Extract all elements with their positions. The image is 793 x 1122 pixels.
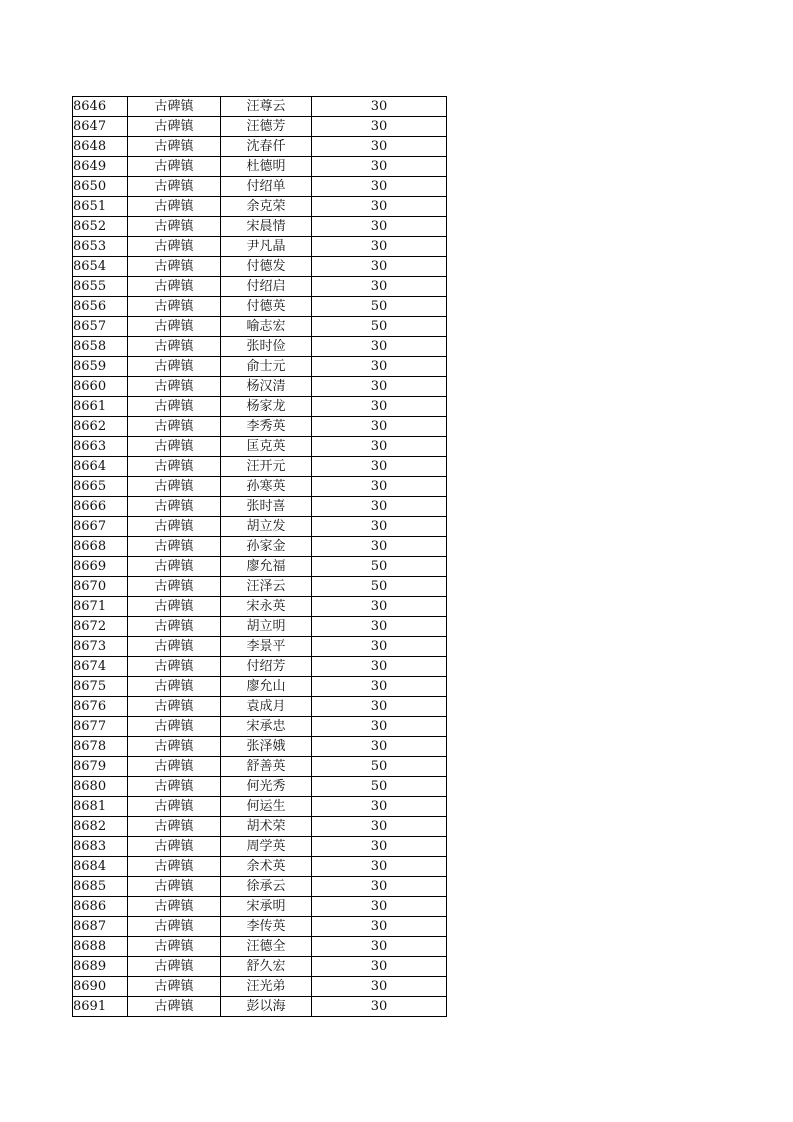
town-cell: 古碑镇 (128, 637, 221, 657)
row-number-cell: 8651 (73, 197, 128, 217)
table-row (73, 957, 447, 977)
town-cell: 古碑镇 (128, 417, 221, 437)
table-row (73, 177, 447, 197)
town-cell: 古碑镇 (128, 397, 221, 417)
town-cell: 古碑镇 (128, 217, 221, 237)
table-row (73, 477, 447, 497)
row-number-cell: 8672 (73, 617, 128, 637)
table-row (73, 197, 447, 217)
name-cell: 宋晨情 (221, 217, 312, 237)
amount-cell: 30 (312, 217, 447, 237)
name-cell: 汪德全 (221, 937, 312, 957)
table-row (73, 357, 447, 377)
row-number-cell: 8680 (73, 777, 128, 797)
row-number-cell: 8670 (73, 577, 128, 597)
name-cell: 何运生 (221, 797, 312, 817)
table-row (73, 397, 447, 417)
table-row (73, 997, 447, 1017)
table-row (73, 797, 447, 817)
row-number-cell: 8667 (73, 517, 128, 537)
town-cell: 古碑镇 (128, 317, 221, 337)
name-cell: 张泽娥 (221, 737, 312, 757)
name-cell: 舒久宏 (221, 957, 312, 977)
amount-cell: 30 (312, 197, 447, 217)
amount-cell: 30 (312, 817, 447, 837)
amount-cell: 50 (312, 757, 447, 777)
name-cell: 廖允福 (221, 557, 312, 577)
amount-cell: 30 (312, 837, 447, 857)
amount-cell: 30 (312, 797, 447, 817)
amount-cell: 30 (312, 897, 447, 917)
row-number-cell: 8655 (73, 277, 128, 297)
town-cell: 古碑镇 (128, 917, 221, 937)
table-row (73, 857, 447, 877)
amount-cell: 30 (312, 697, 447, 717)
town-cell: 古碑镇 (128, 177, 221, 197)
name-cell: 余术英 (221, 857, 312, 877)
name-cell: 张时俭 (221, 337, 312, 357)
amount-cell: 30 (312, 97, 447, 117)
name-cell: 胡立明 (221, 617, 312, 637)
town-cell: 古碑镇 (128, 597, 221, 617)
town-cell: 古碑镇 (128, 717, 221, 737)
amount-cell: 30 (312, 617, 447, 637)
name-cell: 孙寒英 (221, 477, 312, 497)
amount-cell: 30 (312, 517, 447, 537)
table-row (73, 377, 447, 397)
amount-cell: 30 (312, 997, 447, 1017)
name-cell: 胡术荣 (221, 817, 312, 837)
row-number-cell: 8684 (73, 857, 128, 877)
row-number-cell: 8656 (73, 297, 128, 317)
name-cell: 俞士元 (221, 357, 312, 377)
row-number-cell: 8663 (73, 437, 128, 457)
name-cell: 沈春仟 (221, 137, 312, 157)
table-row (73, 317, 447, 337)
row-number-cell: 8662 (73, 417, 128, 437)
table-row (73, 837, 447, 857)
name-cell: 汪泽云 (221, 577, 312, 597)
town-cell: 古碑镇 (128, 837, 221, 857)
amount-cell: 30 (312, 237, 447, 257)
town-cell: 古碑镇 (128, 517, 221, 537)
name-cell: 何光秀 (221, 777, 312, 797)
table-row (73, 557, 447, 577)
row-number-cell: 8678 (73, 737, 128, 757)
name-cell: 宋承忠 (221, 717, 312, 737)
row-number-cell: 8683 (73, 837, 128, 857)
amount-cell: 30 (312, 717, 447, 737)
name-cell: 付德英 (221, 297, 312, 317)
name-cell: 匡克英 (221, 437, 312, 457)
table-row (73, 817, 447, 837)
amount-cell: 30 (312, 337, 447, 357)
table-row (73, 717, 447, 737)
town-cell: 古碑镇 (128, 237, 221, 257)
amount-cell: 30 (312, 257, 447, 277)
table-row (73, 97, 447, 117)
amount-cell: 30 (312, 177, 447, 197)
row-number-cell: 8653 (73, 237, 128, 257)
row-number-cell: 8650 (73, 177, 128, 197)
row-number-cell: 8668 (73, 537, 128, 557)
row-number-cell: 8682 (73, 817, 128, 837)
row-number-cell: 8660 (73, 377, 128, 397)
amount-cell: 30 (312, 877, 447, 897)
table-row (73, 917, 447, 937)
town-cell: 古碑镇 (128, 157, 221, 177)
name-cell: 付德发 (221, 257, 312, 277)
amount-cell: 30 (312, 857, 447, 877)
row-number-cell: 8666 (73, 497, 128, 517)
town-cell: 古碑镇 (128, 737, 221, 757)
amount-cell: 50 (312, 777, 447, 797)
amount-cell: 30 (312, 937, 447, 957)
table-row (73, 677, 447, 697)
name-cell: 尹凡晶 (221, 237, 312, 257)
table-row (73, 877, 447, 897)
name-cell: 孙家金 (221, 537, 312, 557)
row-number-cell: 8677 (73, 717, 128, 737)
name-cell: 李传英 (221, 917, 312, 937)
name-cell: 宋永英 (221, 597, 312, 617)
town-cell: 古碑镇 (128, 817, 221, 837)
town-cell: 古碑镇 (128, 197, 221, 217)
amount-cell: 30 (312, 357, 447, 377)
town-cell: 古碑镇 (128, 357, 221, 377)
table-row (73, 757, 447, 777)
town-cell: 古碑镇 (128, 117, 221, 137)
name-cell: 汪光弟 (221, 977, 312, 997)
table-row (73, 617, 447, 637)
town-cell: 古碑镇 (128, 297, 221, 317)
name-cell: 彭以海 (221, 997, 312, 1017)
name-cell: 徐承云 (221, 877, 312, 897)
amount-cell: 30 (312, 957, 447, 977)
row-number-cell: 8669 (73, 557, 128, 577)
table-row (73, 497, 447, 517)
town-cell: 古碑镇 (128, 617, 221, 637)
table-row (73, 777, 447, 797)
name-cell: 付绍启 (221, 277, 312, 297)
name-cell: 舒善英 (221, 757, 312, 777)
town-cell: 古碑镇 (128, 877, 221, 897)
name-cell: 杨汉清 (221, 377, 312, 397)
town-cell: 古碑镇 (128, 377, 221, 397)
row-number-cell: 8654 (73, 257, 128, 277)
amount-cell: 30 (312, 437, 447, 457)
row-number-cell: 8689 (73, 957, 128, 977)
name-cell: 胡立发 (221, 517, 312, 537)
row-number-cell: 8685 (73, 877, 128, 897)
amount-cell: 30 (312, 637, 447, 657)
row-number-cell: 8691 (73, 997, 128, 1017)
town-cell: 古碑镇 (128, 977, 221, 997)
amount-cell: 30 (312, 397, 447, 417)
table-row (73, 337, 447, 357)
name-cell: 杨家龙 (221, 397, 312, 417)
name-cell: 汪德芳 (221, 117, 312, 137)
town-cell: 古碑镇 (128, 757, 221, 777)
row-number-cell: 8646 (73, 97, 128, 117)
amount-cell: 30 (312, 277, 447, 297)
town-cell: 古碑镇 (128, 897, 221, 917)
town-cell: 古碑镇 (128, 277, 221, 297)
name-cell: 付绍芳 (221, 657, 312, 677)
table-row (73, 737, 447, 757)
row-number-cell: 8690 (73, 977, 128, 997)
town-cell: 古碑镇 (128, 677, 221, 697)
row-number-cell: 8686 (73, 897, 128, 917)
name-cell: 汪开元 (221, 457, 312, 477)
town-cell: 古碑镇 (128, 577, 221, 597)
row-number-cell: 8676 (73, 697, 128, 717)
town-cell: 古碑镇 (128, 557, 221, 577)
table-row (73, 457, 447, 477)
name-cell: 李景平 (221, 637, 312, 657)
amount-cell: 30 (312, 737, 447, 757)
row-number-cell: 8679 (73, 757, 128, 777)
table-row (73, 437, 447, 457)
row-number-cell: 8674 (73, 657, 128, 677)
town-cell: 古碑镇 (128, 957, 221, 977)
name-cell: 杜德明 (221, 157, 312, 177)
row-number-cell: 8659 (73, 357, 128, 377)
name-cell: 廖允山 (221, 677, 312, 697)
table-row (73, 157, 447, 177)
name-cell: 汪尊云 (221, 97, 312, 117)
amount-cell: 30 (312, 417, 447, 437)
table-row (73, 277, 447, 297)
row-number-cell: 8673 (73, 637, 128, 657)
row-number-cell: 8664 (73, 457, 128, 477)
amount-cell: 30 (312, 377, 447, 397)
town-cell: 古碑镇 (128, 477, 221, 497)
town-cell: 古碑镇 (128, 437, 221, 457)
row-number-cell: 8652 (73, 217, 128, 237)
row-number-cell: 8687 (73, 917, 128, 937)
row-number-cell: 8675 (73, 677, 128, 697)
town-cell: 古碑镇 (128, 797, 221, 817)
row-number-cell: 8671 (73, 597, 128, 617)
table-row (73, 417, 447, 437)
town-cell: 古碑镇 (128, 97, 221, 117)
amount-cell: 30 (312, 677, 447, 697)
table-row (73, 237, 447, 257)
name-cell: 喻志宏 (221, 317, 312, 337)
town-cell: 古碑镇 (128, 857, 221, 877)
table-row (73, 637, 447, 657)
table-row (73, 537, 447, 557)
amount-cell: 30 (312, 537, 447, 557)
table-row (73, 137, 447, 157)
name-cell: 宋承明 (221, 897, 312, 917)
amount-cell: 30 (312, 117, 447, 137)
amount-cell: 30 (312, 477, 447, 497)
row-number-cell: 8657 (73, 317, 128, 337)
table-row (73, 657, 447, 677)
name-cell: 张时喜 (221, 497, 312, 517)
town-cell: 古碑镇 (128, 657, 221, 677)
amount-cell: 30 (312, 137, 447, 157)
name-cell: 余克荣 (221, 197, 312, 217)
town-cell: 古碑镇 (128, 457, 221, 477)
town-cell: 古碑镇 (128, 777, 221, 797)
town-cell: 古碑镇 (128, 257, 221, 277)
amount-cell: 50 (312, 557, 447, 577)
amount-cell: 30 (312, 597, 447, 617)
amount-cell: 50 (312, 577, 447, 597)
amount-cell: 50 (312, 297, 447, 317)
town-cell: 古碑镇 (128, 337, 221, 357)
table-row (73, 117, 447, 137)
name-cell: 袁成月 (221, 697, 312, 717)
row-number-cell: 8647 (73, 117, 128, 137)
table-row (73, 577, 447, 597)
row-number-cell: 8649 (73, 157, 128, 177)
name-cell: 周学英 (221, 837, 312, 857)
amount-cell: 30 (312, 157, 447, 177)
row-number-cell: 8665 (73, 477, 128, 497)
table-row (73, 897, 447, 917)
town-cell: 古碑镇 (128, 697, 221, 717)
row-number-cell: 8681 (73, 797, 128, 817)
town-cell: 古碑镇 (128, 497, 221, 517)
amount-cell: 30 (312, 977, 447, 997)
amount-cell: 50 (312, 317, 447, 337)
table-row (73, 937, 447, 957)
table-row (73, 257, 447, 277)
table-row (73, 697, 447, 717)
amount-cell: 30 (312, 917, 447, 937)
amount-cell: 30 (312, 657, 447, 677)
table-row (73, 597, 447, 617)
name-cell: 李秀英 (221, 417, 312, 437)
name-cell: 付绍单 (221, 177, 312, 197)
table-row (73, 517, 447, 537)
amount-cell: 30 (312, 497, 447, 517)
town-cell: 古碑镇 (128, 137, 221, 157)
table-row (73, 217, 447, 237)
town-cell: 古碑镇 (128, 997, 221, 1017)
town-cell: 古碑镇 (128, 537, 221, 557)
row-number-cell: 8648 (73, 137, 128, 157)
amount-cell: 30 (312, 457, 447, 477)
table-row (73, 977, 447, 997)
table-row (73, 297, 447, 317)
row-number-cell: 8661 (73, 397, 128, 417)
row-number-cell: 8658 (73, 337, 128, 357)
town-cell: 古碑镇 (128, 937, 221, 957)
roster-table-body (73, 97, 447, 1017)
roster-table (72, 96, 447, 1017)
row-number-cell: 8688 (73, 937, 128, 957)
